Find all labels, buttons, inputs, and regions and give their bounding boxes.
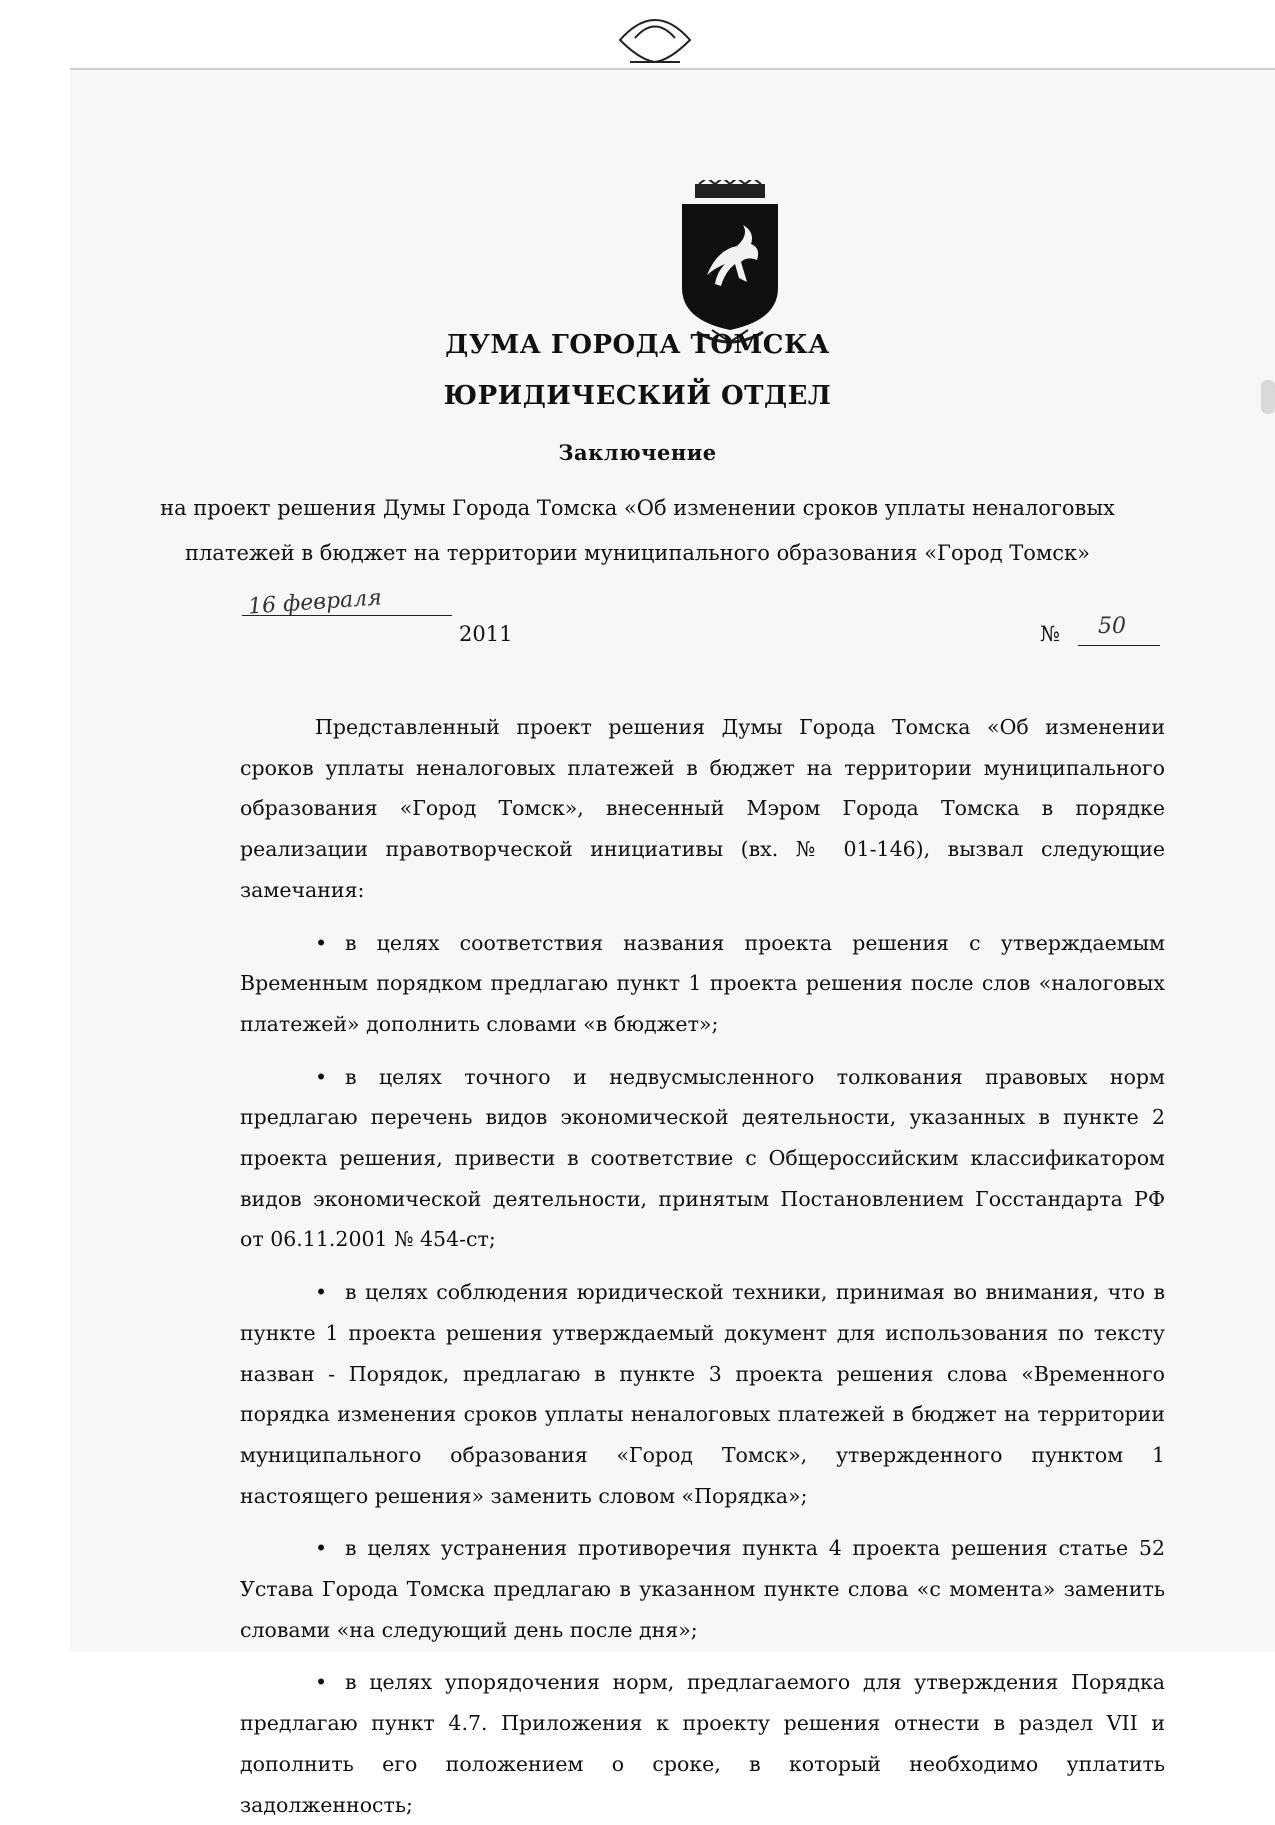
- top-emblem-icon: [610, 0, 700, 68]
- date-underline: [242, 615, 452, 616]
- bullet-dot-icon: •: [315, 1536, 328, 1561]
- list-item-text: в целях устранения противоречия пункта 4 проекта решения статье 52 Устава Города Томска предлагаю в указанном пункте слова «с момента» заменить словами «на следующий день после дня»;: [240, 1536, 1165, 1642]
- tomsk-coat-of-arms-icon: [677, 180, 783, 348]
- bullet-dot-icon: •: [315, 1064, 328, 1089]
- list-item: [240, 1057, 1165, 1261]
- handwritten-number: 50: [1098, 614, 1126, 639]
- document-title: Заключение: [558, 440, 717, 465]
- number-label: №: [1040, 622, 1060, 646]
- list-item-text: в целях соответствия названия проекта решения с утверждаемым Временным порядком предлагаю пункт 1 проекта решения после слов «налоговых платежей» дополнить словами «в бюджет»;: [240, 930, 1165, 1036]
- list-item: [240, 1528, 1165, 1650]
- bullet-dot-icon: •: [315, 1670, 328, 1695]
- subject-line-1: на проект решения Думы Города Томска «Об изменении сроков уплаты неналоговых: [160, 496, 1115, 520]
- department-name: ЮРИДИЧЕСКИЙ ОТДЕЛ: [443, 381, 832, 411]
- document-body: [240, 707, 1165, 1825]
- org-name: ДУМА ГОРОДА ТОМСКА: [445, 330, 830, 360]
- subject-line-2: платежей в бюджет на территории муниципального образования «Город Томск»: [184, 541, 1091, 565]
- list-item-text: в целях соблюдения юридической техники, принимая во внимания, что в пункте 1 проекта решения утверждаемый документ для использования по тексту назван - Порядок, предлагаю в пункте 3 проекта решения слова «Временного порядка изменения сроков уплаты неналоговых платежей в бюджет на территории муниципального образования «Город Томск», утвержденного пунктом 1 настоящего решения» заменить словом «Порядка»;: [240, 1280, 1165, 1508]
- list-item: [240, 1662, 1165, 1825]
- list-item-text: в целях точного и недвусмысленного толкования правовых норм предлагаю перечень видов экономической деятельности, указанных в пункте 2 проекта решения, привести в соответствие с Общероссийским классификатором видов экономической деятельности, принятым Постановлением Госстандарта РФ от 06.11.2001 № 454-ст;: [240, 1064, 1165, 1252]
- bullet-dot-icon: •: [315, 930, 328, 955]
- date-year: 2011: [459, 622, 513, 646]
- list-item: [240, 1272, 1165, 1516]
- intro-paragraph: Представленный проект решения Думы Города Томска «Об изменении сроков уплаты неналоговых платежей в бюджет на территории муниципального образования «Город Томск», внесенный Мэром Города Томска в порядке реализации правотворческой инициативы (вх. № 01-146), вызвал следующие замечания:: [240, 715, 1165, 902]
- bullet-dot-icon: •: [315, 1280, 328, 1305]
- number-underline: [1078, 645, 1160, 646]
- list-item: [240, 923, 1165, 1045]
- list-item-text: в целях упорядочения норм, предлагаемого для утверждения Порядка предлагаю пункт 4.7. Приложения к проекту решения отнести в раздел VII и дополнить его положением о сроке, в который необходимо уплатить задолженность;: [240, 1670, 1165, 1817]
- handwritten-date: 16 февраля: [247, 585, 383, 620]
